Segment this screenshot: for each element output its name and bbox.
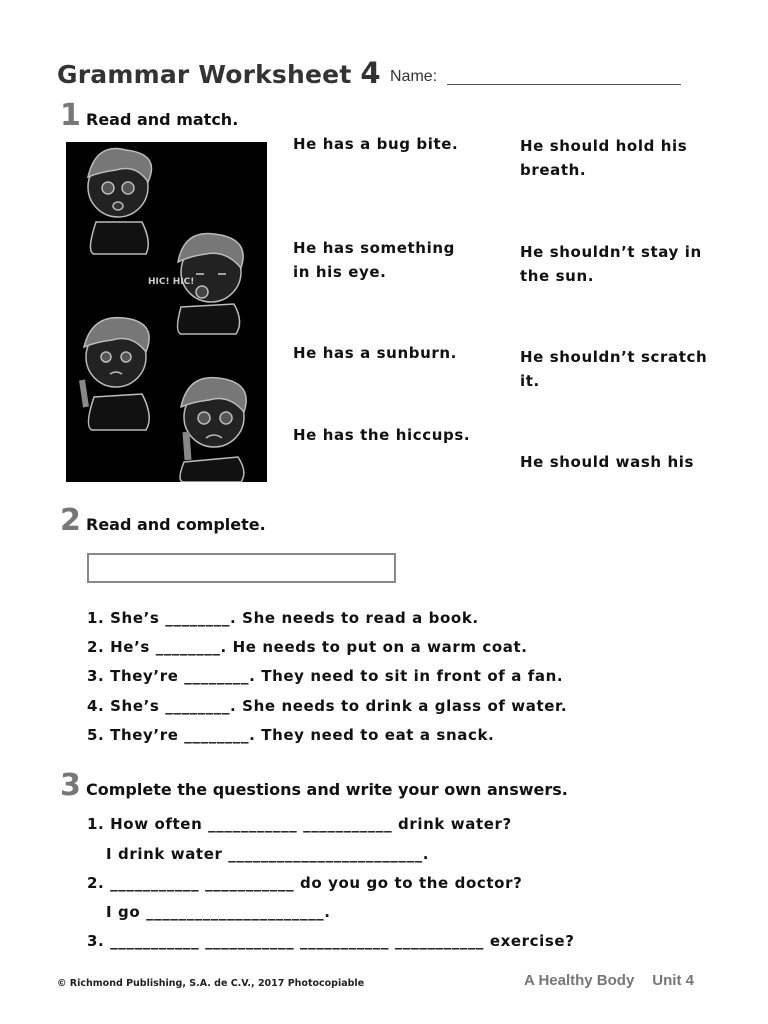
question-2: 2. ___________ ___________ do you go to the doctor? [87,874,523,892]
match-left-2: He has something in his eye. [293,239,455,281]
hic-label: HIC! HIC! [148,277,195,287]
section-1-number: 1 [60,98,81,133]
match-right-4: He should wash his [520,453,694,471]
match-right-1: He should hold his breath. [520,137,688,179]
section-3-number: 3 [60,768,81,803]
match-right-3: He shouldn’t scratch it. [520,348,708,390]
word-box [87,553,396,583]
name-line [447,84,681,85]
complete-item-2: 2. He’s ________. He needs to put on a warm coat. [87,638,528,656]
page-title-number: 4 [360,56,381,90]
name-label: Name: [390,68,438,85]
complete-item-3: 3. They’re ________. They need to sit in front of a fan. [87,667,564,685]
complete-item-5: 5. They’re ________. They need to eat a snack. [87,726,495,744]
complete-item-4: 4. She’s ________. She needs to drink a glass of water. [87,697,568,715]
match-left-1: He has a bug bite. [293,135,459,153]
footer-unit: Unit 4 [652,972,694,989]
page-title-text: Grammar Worksheet [57,60,352,89]
section-1-title: Read and match. [86,110,239,129]
boys-illustration [66,142,267,482]
footer-topic: A Healthy Body [524,972,635,989]
answer-2: I go ______________________. [106,903,331,921]
boy-bug-bite [88,149,152,254]
match-left-4: He has the hiccups. [293,426,471,444]
question-1: 1. How often ___________ ___________ drink water? [87,815,512,833]
complete-item-1: 1. She’s ________. She needs to read a book. [87,609,479,627]
boy-sunburn [82,318,149,430]
match-left-3: He has a sunburn. [293,344,457,362]
section-3-title: Complete the questions and write your own answers. [86,780,568,799]
illustration-panel [66,142,267,482]
section-2-title: Read and complete. [86,515,266,534]
match-right-2: He shouldn’t stay in the sun. [520,243,702,285]
answer-1: I drink water ________________________. [106,845,429,863]
footer-copyright: © Richmond Publishing, S.A. de C.V., 2017 Photocopiable [57,978,365,989]
footer-topic-unit [524,972,694,989]
page-title [57,56,381,90]
section-2-number: 2 [60,503,81,538]
boy-something-in-eye [180,378,246,482]
question-3: 3. ___________ ___________ ___________ ___________ exercise? [87,932,575,950]
